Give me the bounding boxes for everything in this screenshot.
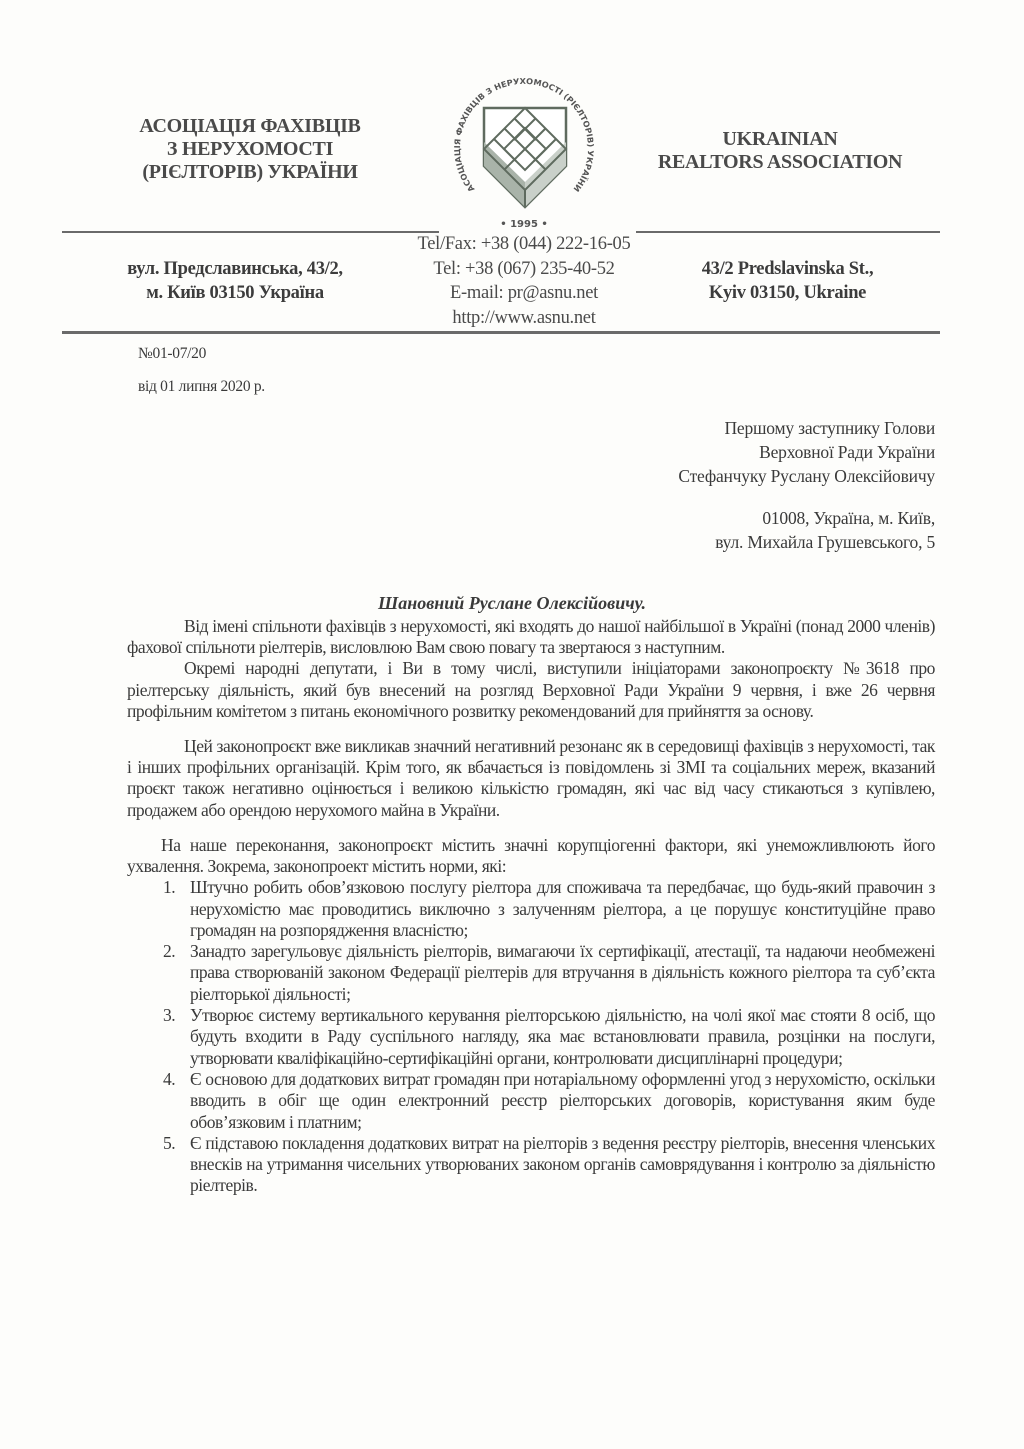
list-text: Занадто зарегульовує діяльність ріелторів, вимагаючи їх сертифікації, атестації, та надаючи необмежені права створюваній законом Федерації ріелтерів для втручання в діяльність кожного ріелтора та суб’єкта ріелторької діяльності; bbox=[190, 941, 935, 1004]
org-name-ua-line: (РІЄЛТОРІВ) УКРАЇНИ bbox=[142, 161, 358, 183]
paragraph bbox=[127, 736, 935, 821]
address-ua bbox=[85, 257, 385, 305]
logo-ring-text: АСОЦІАЦІЯ ФАХІВЦІВ З НЕРУХОМОСТІ (РІЄЛТОРІВ) УКРАЇНИ bbox=[452, 76, 596, 194]
list-number: 2. bbox=[163, 941, 176, 962]
tel-fax: Tel/Fax: +38 (044) 222-16-05 bbox=[417, 234, 631, 254]
list-number: 5. bbox=[163, 1132, 176, 1153]
address-ua-line: вул. Предславинська, 43/2, bbox=[127, 259, 343, 279]
address-en-line: Kyiv 03150, Ukraine bbox=[708, 283, 867, 303]
paragraph-text: Окремі народні депутати, і Ви в тому числі, виступили ініціаторами законопроєкту №3618 про ріелтерську діяльність, який був внесений на розгляд Верховної Ради України 9 червня, і вже 26 червня профільним комітетом з питань економічного розвитку рекомендований для прийняття за основу. bbox=[127, 658, 935, 721]
tel: Tel: +38 (067) 235-40-52 bbox=[433, 258, 615, 279]
recipient-line: Верховної Ради України bbox=[759, 442, 935, 462]
recipient-address-line: 01008, Україна, м. Київ, bbox=[762, 508, 935, 528]
org-name-en-line: REALTORS ASSOCIATION bbox=[657, 151, 903, 173]
header-divider bbox=[62, 331, 940, 334]
recipient bbox=[678, 416, 935, 488]
address-en-line: 43/2 Predslavinska St., bbox=[701, 259, 874, 279]
paragraph-text: Від імені спільноти фахівців з нерухомості, які входять до нашої найбільшої в Україні (понад 2000 членів) фахової спільноти ріелтерів, висловлюю Вам свою повагу та звертаюся з наступним. bbox=[127, 616, 935, 658]
reference-number: №01-07/20 bbox=[138, 345, 207, 362]
list-item bbox=[127, 941, 935, 1005]
org-name-en bbox=[630, 128, 930, 174]
org-name-ua-line: З НЕРУХОМОСТІ bbox=[166, 138, 334, 160]
email-link[interactable]: E-mail: pr@asnu.net bbox=[450, 283, 598, 303]
provisions-list bbox=[127, 877, 935, 1196]
website-link[interactable]: http://www.asnu.net bbox=[452, 307, 596, 328]
list-text: Є основою для додаткових витрат громадян при нотаріальному оформленні угод з нерухомістю, оскільки вводить в обіг ще один електронний реєстр ріелторських договорів, користування яким буде обов’язковим і платним; bbox=[190, 1068, 935, 1132]
letter-body bbox=[127, 592, 935, 1197]
paragraph bbox=[127, 616, 935, 658]
recipient-address-line: вул. Михайла Грушевського, 5 bbox=[715, 532, 935, 552]
org-name-ua-line: АСОЦІАЦІЯ ФАХІВЦІВ bbox=[139, 115, 361, 137]
header-divider bbox=[636, 231, 940, 233]
list-text: Утворює систему вертикального керування ріелторською діяльністю, на чолі якої має стояти 8 осіб, що будуть входити в Раду суспільного нагляду, яка має встановлювати правила, розцінки на послуги, утворювати кваліфікаційно-сертифікаційні органи, контролювати дисциплінарні процедури; bbox=[190, 1005, 935, 1068]
recipient-line: Першому заступнику Голови bbox=[724, 418, 935, 438]
paragraph bbox=[127, 658, 935, 722]
paragraph-text: На наше переконання, законопроєкт містить значні корупціогенні фактори, які унеможливлюють його ухвалення. Зокрема, законопроект містить норми, які: bbox=[127, 834, 935, 877]
logo-emblem-icon bbox=[438, 62, 610, 234]
paragraph-text: Цей законопроєкт вже викликав значний негативний резонанс як в середовищі фахівців з нерухомості, так і інших профільних організацій. Крім того, як вбачається із повідомлень зі ЗМІ та соціальних мереж, вказаний проєкт також негативно оцінюється і великою кількістю громадян, які час від часу стикаються з купівлею, продажем або орендою нерухомого майна в України. bbox=[127, 736, 935, 820]
list-number: 1. bbox=[163, 877, 176, 898]
list-text: Штучно робить обов’язковою послугу ріелтора для споживача та передбачає, що будь-який правочин з нерухомістю має проводитись виключно з залученням ріелтора, а це порушує конституційне право громадян на розпорядження власністю; bbox=[190, 877, 935, 940]
list-item bbox=[127, 877, 935, 941]
org-name-en-line: UKRAINIAN bbox=[722, 128, 838, 150]
header-divider bbox=[62, 231, 439, 233]
reference bbox=[138, 337, 265, 403]
list-item bbox=[127, 1069, 935, 1133]
address-en bbox=[660, 257, 915, 305]
list-number: 4. bbox=[163, 1068, 176, 1089]
salutation: Шановний Руслане Олексійовичу. bbox=[377, 593, 647, 613]
org-name-ua bbox=[100, 115, 400, 184]
association-logo bbox=[438, 62, 610, 234]
reference-date: від 01 липня 2020 р. bbox=[138, 378, 265, 395]
address-ua-line: м. Київ 03150 Україна bbox=[146, 283, 324, 303]
logo-year: • 1995 • bbox=[500, 219, 548, 230]
list-text: Є підставою покладення додаткових витрат на ріелторів з ведення реєстру ріелторів, внесення членських внесків на утримання чисельних утворюваних законом органів самоврядування і контролю за діяльністю ріелтерів. bbox=[190, 1132, 935, 1196]
list-number: 3. bbox=[163, 1005, 176, 1026]
recipient-address bbox=[715, 506, 935, 554]
contacts bbox=[394, 232, 654, 330]
recipient-name: Стефанчуку Руслану Олексійовичу bbox=[678, 466, 935, 486]
list-item bbox=[127, 1133, 935, 1197]
list-item bbox=[127, 1005, 935, 1069]
paragraph bbox=[127, 835, 935, 877]
